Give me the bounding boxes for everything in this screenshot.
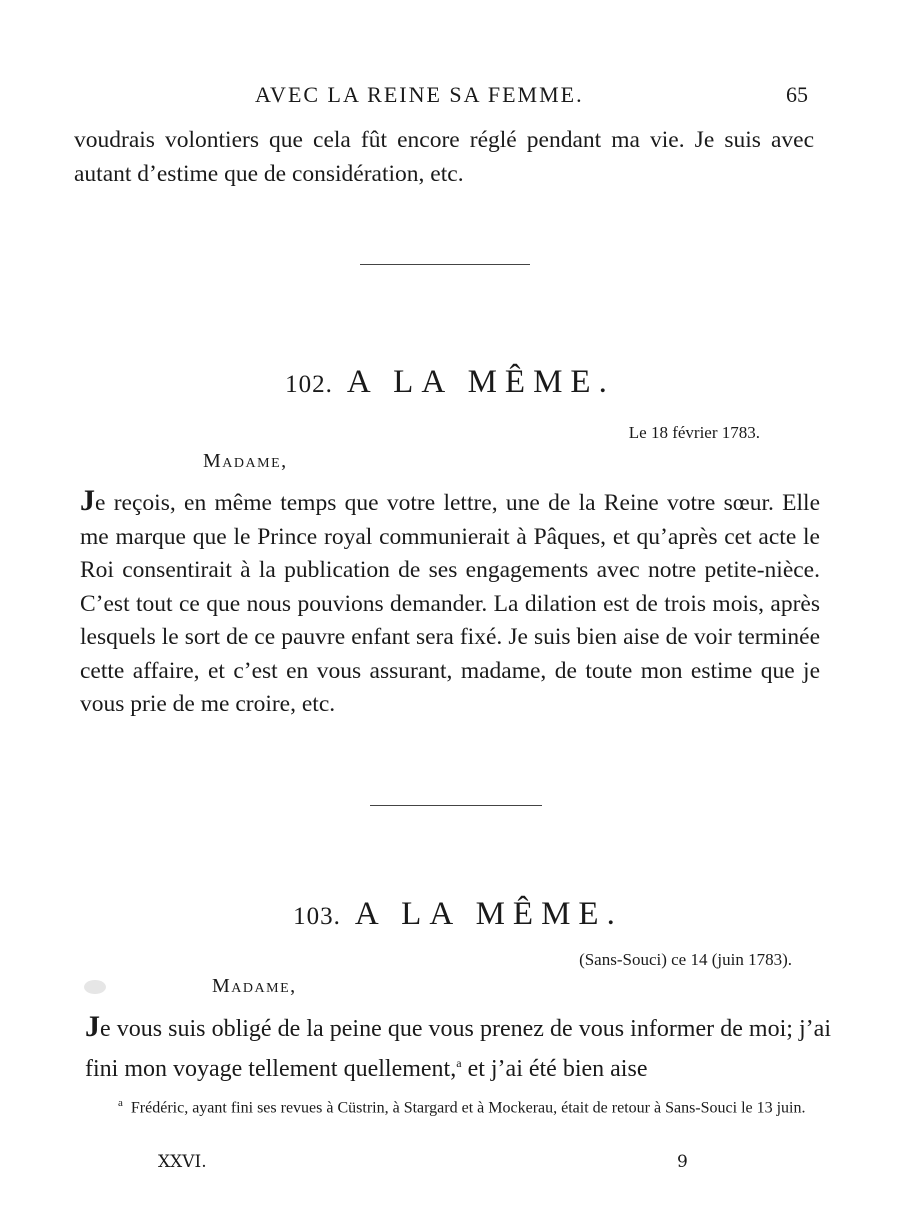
letter-102-number: 102. bbox=[285, 371, 333, 398]
volume-signature: XXVI. bbox=[158, 1152, 207, 1172]
letter-103-heading bbox=[0, 896, 900, 933]
letter-103-text: e vous suis obligé de la peine que vous prenez de vous informer de moi; j’ai fini mon voyage tellement quellement, bbox=[85, 1016, 831, 1082]
section-divider bbox=[360, 264, 530, 265]
letter-103-text-continued: et j’ai été bien aise bbox=[461, 1056, 648, 1082]
footnote bbox=[88, 1090, 833, 1121]
letter-103-initial: J bbox=[85, 1010, 100, 1043]
gathering-signature: 9 bbox=[677, 1152, 688, 1172]
letter-102-dateline: Le 18 février 1783. bbox=[628, 423, 760, 442]
footnote-text: Frédéric, ayant fini ses revues à Cüstrin, à Stargard et à Mockerau, était de retour à Sans-Souci le 13 juin. bbox=[130, 1099, 806, 1117]
letter-102-body bbox=[80, 484, 820, 722]
continuation-paragraph: voudrais volontiers que cela fût encore réglé pendant ma vie. Je suis avec autant d’estime que de considération, etc. bbox=[74, 127, 814, 187]
letter-103-salutation: Madame, bbox=[212, 975, 297, 997]
letter-102-heading bbox=[0, 364, 900, 401]
footnote-reference: a bbox=[456, 1056, 462, 1070]
letter-103-dateline: (Sans-Souci) ce 14 (juin 1783). bbox=[579, 950, 792, 969]
footnote-mark: a bbox=[118, 1097, 123, 1109]
letter-102-title: A LA MÊME. bbox=[346, 364, 615, 400]
page-number: 65 bbox=[786, 82, 808, 107]
letter-102-text: e reçois, en même temps que votre lettre, une de la Reine votre sœur. Elle me marque que le Prince royal communierait à Pâques, et qu’après cet acte le Roi consentirait à la publication de ses engagements avec notre petite-nièce. C’est tout ce que nous pouvions demander. La dilation est de trois mois, après lesquels le sort de ce pauvre enfant sera fixé. Je suis bien aise de voir terminée cette affaire, et c’est en vous assurant, madame, de toute mon estime que je vous prie de me croire, etc. bbox=[80, 490, 820, 717]
paper-smudge bbox=[84, 980, 106, 994]
letter-103-title: A LA MÊME. bbox=[354, 896, 623, 932]
letter-103-body bbox=[85, 1010, 831, 1086]
running-head bbox=[0, 80, 900, 110]
letter-103-number: 103. bbox=[293, 903, 341, 930]
section-divider bbox=[370, 805, 542, 806]
running-title: AVEC LA REINE SA FEMME. bbox=[255, 82, 584, 107]
letter-102-salutation: Madame, bbox=[203, 450, 288, 472]
letter-102-initial: J bbox=[80, 484, 95, 517]
